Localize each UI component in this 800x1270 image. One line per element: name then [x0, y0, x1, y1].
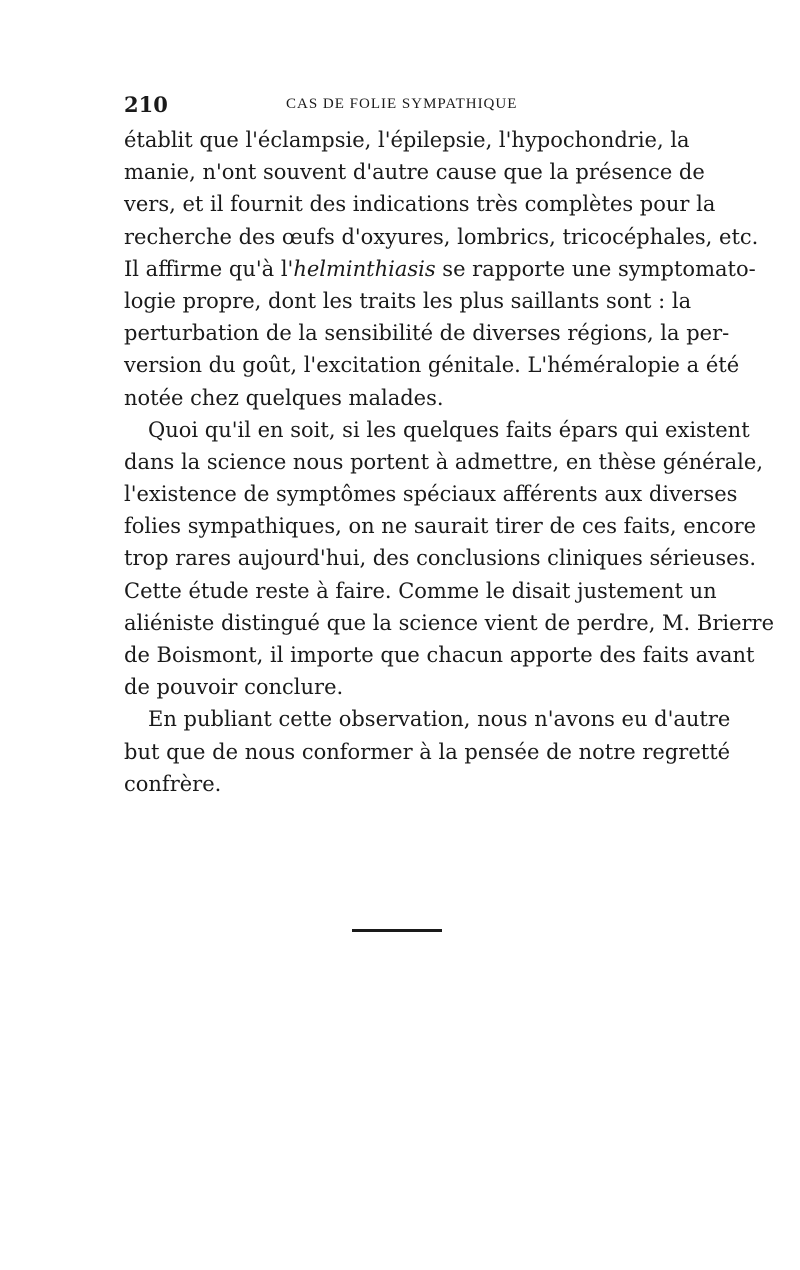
text-line: l'existence de symptômes spéciaux afférents aux diverses: [124, 482, 738, 507]
text-line: établit que l'éclampsie, l'épilepsie, l'hypochondrie, la: [124, 128, 690, 152]
text-line: logie propre, dont les traits les plus saillants sont : la: [124, 288, 692, 313]
text-line: notée chez quelques malades.: [124, 385, 444, 410]
text-fragment: Il affirme qu'à l': [124, 256, 294, 281]
text-line: folies sympathiques, on ne saurait tirer de ces faits, encore: [124, 514, 757, 539]
text-fragment: se rapporte une symptomato-: [435, 256, 756, 281]
text-line: vers, et il fournit des indications très complètes pour la: [124, 192, 716, 217]
text-line: Quoi qu'il en soit, si les quelques faits épars qui existent: [148, 417, 750, 442]
page-number: 210: [124, 92, 168, 117]
section-end-rule: [352, 929, 442, 932]
running-head: [124, 92, 672, 118]
running-title: CAS DE FOLIE SYMPATHIQUE: [286, 96, 518, 112]
text-line: dans la science nous portent à admettre, en thèse générale,: [124, 449, 763, 474]
text-line: de pouvoir conclure.: [124, 675, 344, 700]
text-line: perturbation de la sensibilité de diverses régions, la per-: [124, 321, 730, 346]
text-line: Cette étude reste à faire. Comme le disait justement un: [124, 578, 717, 603]
text-line: version du goût, l'excitation génitale. L'héméralopie a été: [124, 353, 740, 378]
italic-term: helminthiasis: [293, 256, 436, 281]
text-line: [124, 253, 756, 285]
body-text: [124, 124, 775, 800]
text-line: recherche des œufs d'oxyures, lombrics, tricocéphales, etc.: [124, 224, 759, 249]
text-line: trop rares aujourd'hui, des conclusions cliniques sérieuses.: [124, 546, 757, 571]
text-line: de Boismont, il importe que chacun apporte des faits avant: [124, 643, 755, 667]
text-line: but que de nous conformer à la pensée de notre regretté: [124, 739, 731, 764]
text-line: manie, n'ont souvent d'autre cause que la présence de: [124, 160, 705, 185]
text-line: aliéniste distingué que la science vient de perdre, M. Brierre: [124, 610, 775, 635]
text-line: En publiant cette observation, nous n'avons eu d'autre: [148, 707, 731, 732]
text-line: confrère.: [124, 771, 222, 796]
